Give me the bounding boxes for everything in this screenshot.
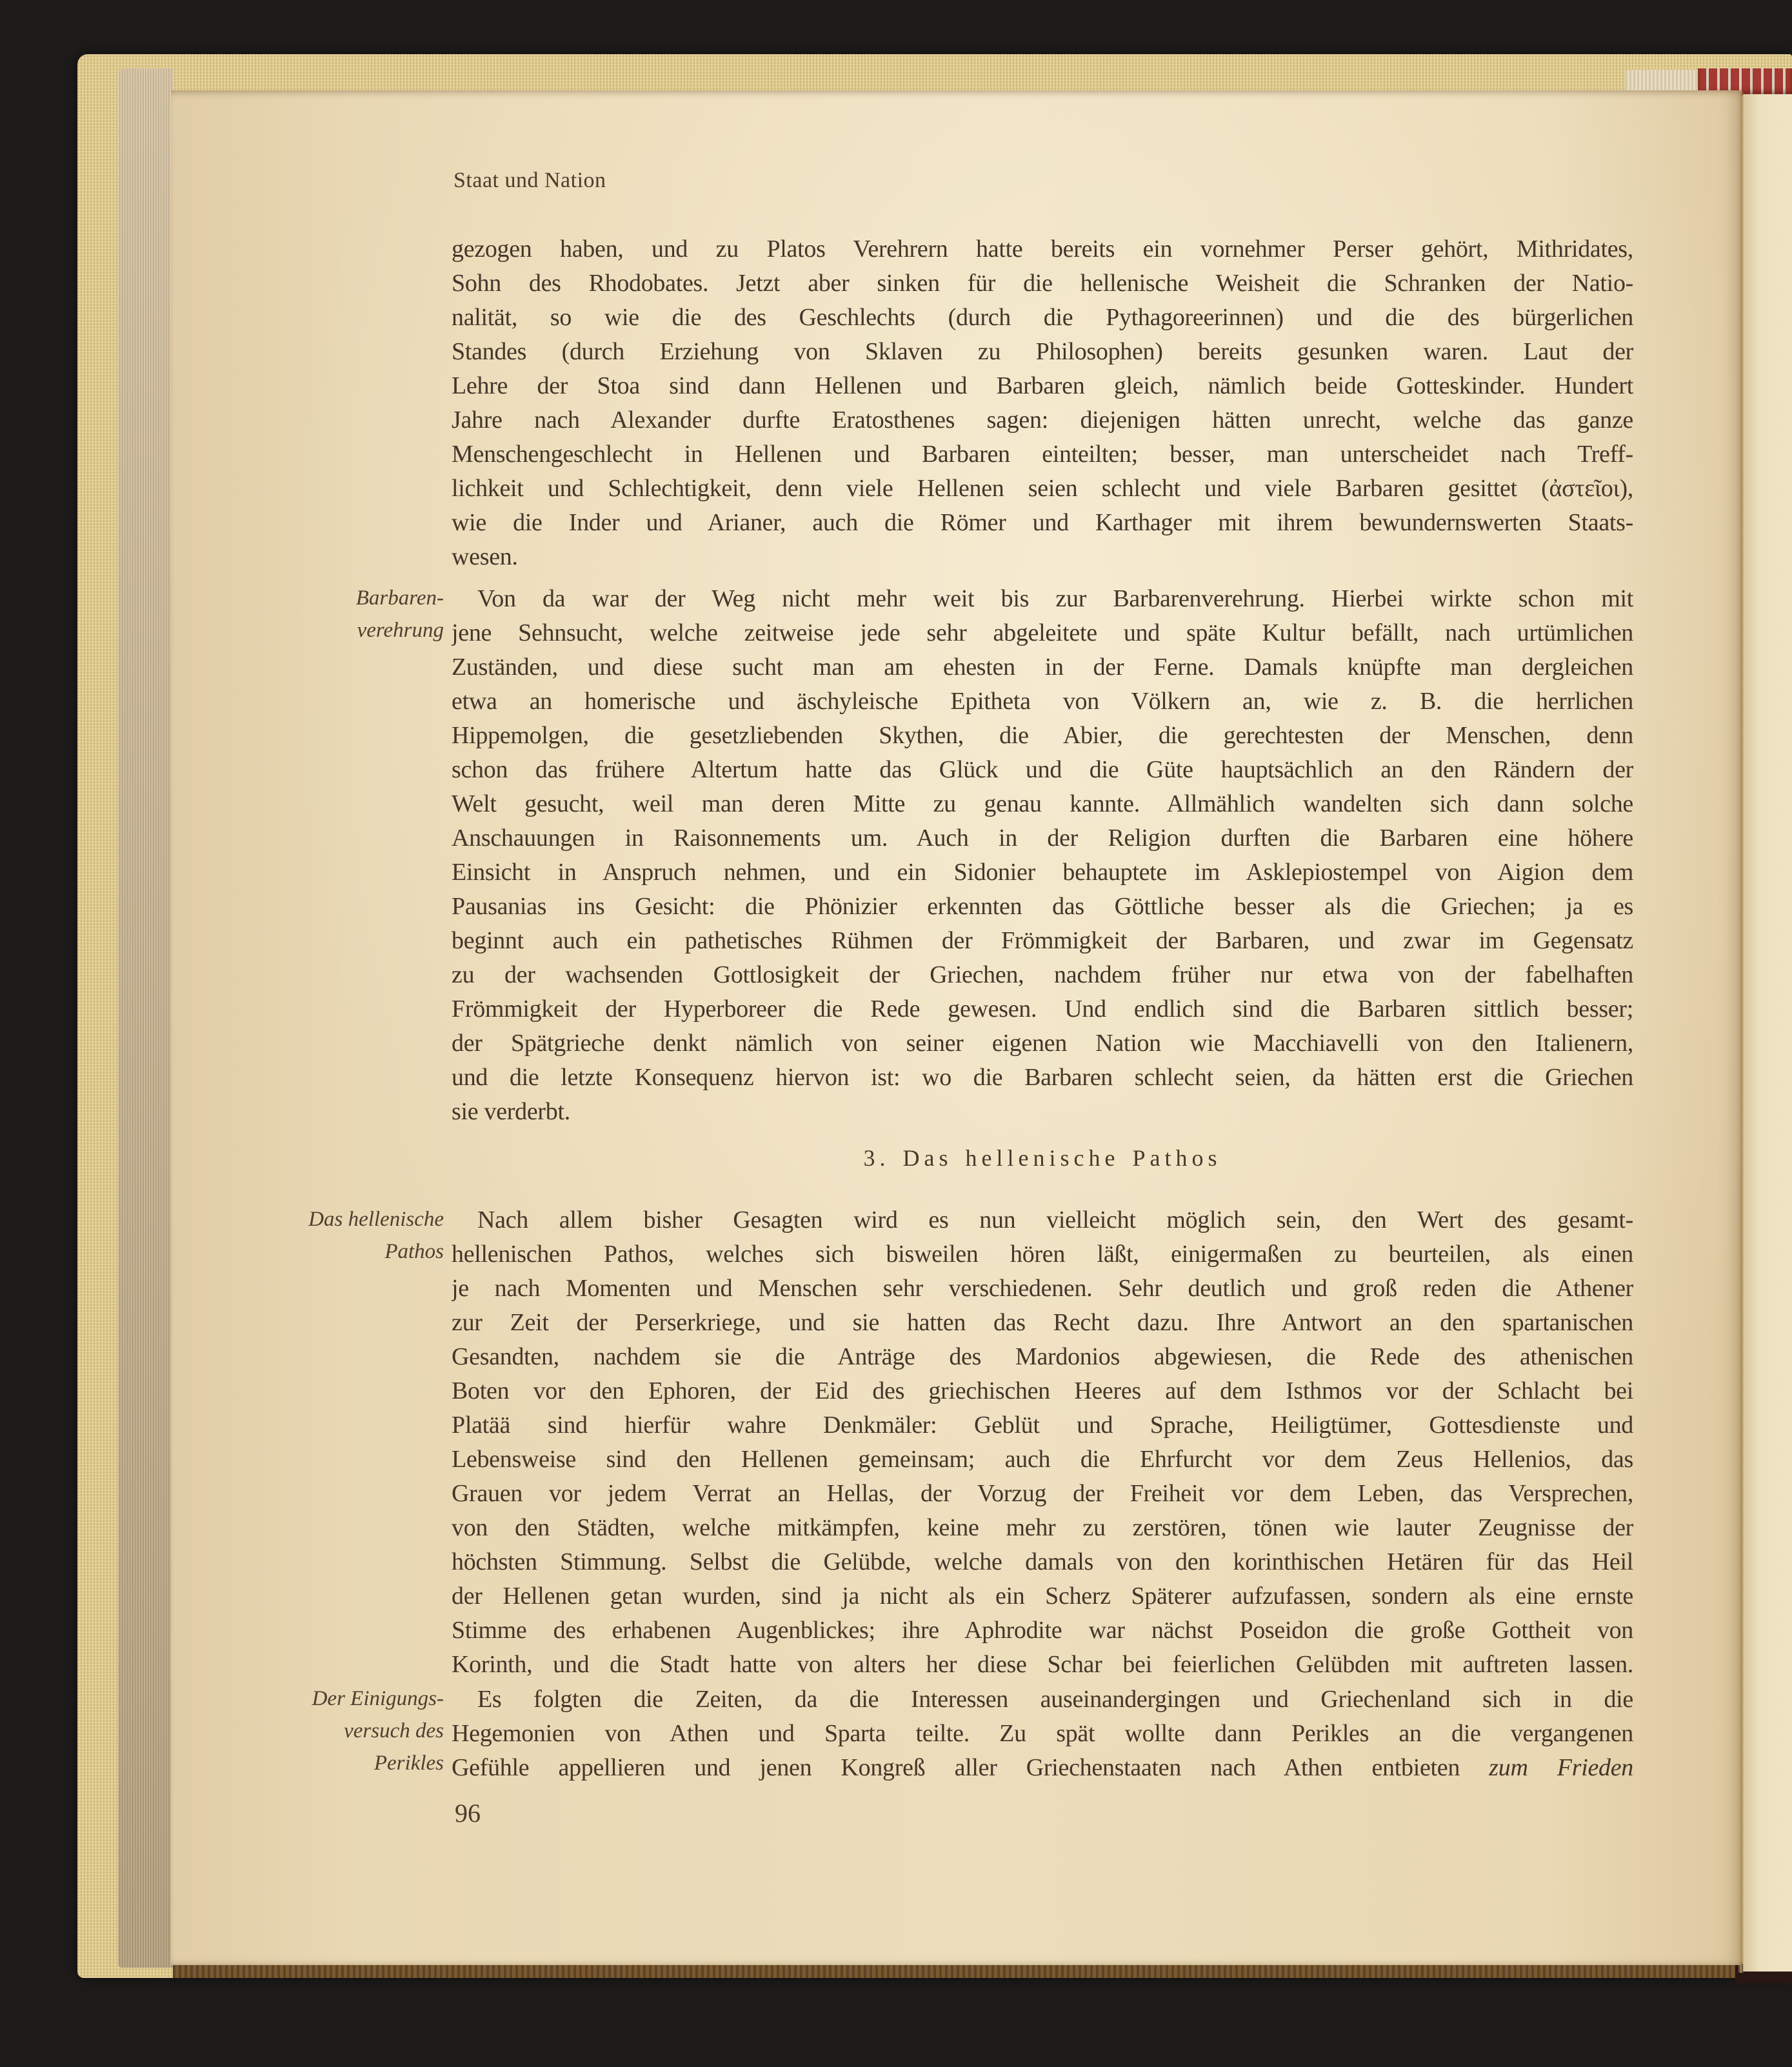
page-number: 96	[455, 1799, 481, 1828]
text-line: beginnt auch ein pathetisches Rühmen der Frömmigkeit der Barbaren, und zwar im Gegensatz	[452, 927, 1633, 954]
text-line: Hegemonien von Athen und Sparta teilte. Zu spät wollte dann Perikles an die vergangenen	[452, 1720, 1633, 1747]
text-line: hellenischen Pathos, welches sich bisweilen hören läßt, einigermaßen zu beurteilen, als einen	[452, 1241, 1633, 1268]
text-line: wie die Inder und Arianer, auch die Römer und Karthager mit ihrem bewundernswerten Staats-	[452, 509, 1633, 536]
text-line: höchsten Stimmung. Selbst die Gelübde, welche damals von den korinthischen Hetären für das Heil	[452, 1548, 1633, 1575]
text-line: Lebensweise sind den Hellenen gemeinsam; auch die Ehrfurcht vor dem Zeus Hellenios, das	[452, 1446, 1633, 1473]
text-line: jene Sehnsucht, welche zeitweise jede sehr abgeleitete und späte Kultur befällt, nach urtümlichen	[452, 619, 1633, 646]
text-line: versuch des	[344, 1719, 444, 1742]
text-line: Standes (durch Erziehung von Sklaven zu Philosophen) bereits gesunken waren. Laut der	[452, 338, 1633, 365]
text-line: Hippemolgen, die gesetzliebenden Skythen, die Abier, die gerechtesten der Menschen, denn	[452, 722, 1633, 749]
text-line: Das hellenische	[308, 1208, 444, 1231]
body-paragraph	[452, 1683, 1633, 1785]
text-line: Gefühle appellieren und jenen Kongreß aller Griechenstaaten nach Athen entbieten zum Frieden	[452, 1754, 1633, 1781]
text-line: der Hellenen getan wurden, sind ja nicht als ein Scherz Späterer aufzufassen, sondern als eine ernste	[452, 1583, 1633, 1610]
text-line: schon das frühere Altertum hatte das Glück und die Güte hauptsächlich an den Rändern der	[452, 756, 1633, 783]
text-line: Perikles	[373, 1752, 444, 1775]
text-line: verehrung	[357, 619, 444, 642]
page-stack-fore-edge	[118, 68, 173, 1968]
text-line: der Spätgrieche denkt nämlich von seiner eigenen Nation wie Macchiavelli von den Italienern,	[452, 1030, 1633, 1057]
text-line: Der Einigungs-	[312, 1687, 444, 1710]
text-line: Gesandten, nachdem sie die Anträge des Mardonios abgewiesen, die Rede des athenischen	[452, 1343, 1633, 1370]
text-line: Lehre der Stoa sind dann Hellenen und Barbaren gleich, nämlich beide Gotteskinder. Hundert	[452, 372, 1633, 399]
text-line: sie verderbt.	[452, 1098, 570, 1125]
text-line: Grauen vor jedem Verrat an Hellas, der Vorzug der Freiheit vor dem Leben, das Versprechen,	[452, 1480, 1633, 1507]
text-line: Stimme des erhabenen Augenblickes; ihre Aphrodite war nächst Poseidon die große Gottheit von	[452, 1617, 1633, 1644]
text-line: Jahre nach Alexander durfte Eratosthenes sagen: diejenigen hätten unrecht, welche das ganze	[452, 406, 1633, 434]
section-heading: 3. Das hellenische Pathos	[863, 1145, 1222, 1171]
book-page	[171, 90, 1740, 1965]
text-line: Welt gesucht, weil man deren Mitte zu genau kannte. Allmählich wandelten sich dann solche	[452, 790, 1633, 817]
body-paragraph	[452, 232, 1633, 574]
margin-note-einigungsversuch-perikles	[261, 1683, 444, 1779]
text-line: Nach allem bisher Gesagten wird es nun vielleicht möglich sein, den Wert des gesamt-	[477, 1206, 1633, 1233]
text-line: etwa an homerische und äschyleische Epitheta von Völkern an, wie z. B. die herrlichen	[452, 688, 1633, 715]
text-line: Frömmigkeit der Hyperboreer die Rede gewesen. Und endlich sind die Barbaren sittlich besser;	[452, 995, 1633, 1023]
text-line: Es folgten die Zeiten, da die Interessen auseinandergingen und Griechenland sich in die	[477, 1686, 1633, 1713]
text-line: lichkeit und Schlechtigkeit, denn viele Hellenen seien schlecht und viele Barbaren gesittet (ἀστεῖοι),	[452, 475, 1633, 502]
text-line: zur Zeit der Perserkriege, und sie hatten das Recht dazu. Ihre Antwort an den spartanischen	[452, 1309, 1633, 1336]
text-line: Menschengeschlecht in Hellenen und Barbaren einteilten; besser, man unterscheidet nach Treff-	[452, 441, 1633, 468]
text-line: zu der wachsenden Gottlosigkeit der Griechen, nachdem früher nur etwa von der fabelhaften	[452, 961, 1633, 988]
text-line: Pathos	[384, 1240, 444, 1263]
margin-note-barbarenverehrung	[261, 582, 444, 646]
text-line: und die letzte Konsequenz hiervon ist: wo die Barbaren schlecht seien, da hätten erst die Griechen	[452, 1064, 1633, 1091]
text-line: Einsicht in Anspruch nehmen, und ein Sidonier behauptete im Asklepiostempel von Aigion dem	[452, 859, 1633, 886]
text-line: von den Städten, welche mitkämpfen, keine mehr zu zerstören, tönen wie lauter Zeugnisse der	[452, 1514, 1633, 1541]
next-page-edge	[1743, 94, 1792, 1972]
text-line: Korinth, und die Stadt hatte von alters her diese Schar bei feierlichen Gelübden mit auftreten lassen.	[452, 1651, 1633, 1678]
text-line: wesen.	[452, 543, 518, 570]
body-paragraph	[452, 1203, 1633, 1682]
text-line: nalität, so wie die des Geschlechts (durch die Pythagoreerinnen) und die des bürgerlichen	[452, 304, 1633, 331]
text-line: je nach Momenten und Menschen sehr verschiedenen. Sehr deutlich und groß reden die Athener	[452, 1275, 1633, 1302]
text-line: Boten vor den Ephoren, der Eid des griechischen Heeres auf dem Isthmos vor der Schlacht bei	[452, 1377, 1633, 1404]
body-paragraph	[452, 582, 1633, 1129]
text-line: Barbaren-	[355, 586, 444, 610]
text-line: Anschauungen in Raisonnements um. Auch in der Religion durften die Barbaren eine höhere	[452, 824, 1633, 852]
text-line: Zuständen, und diese sucht man am ehesten in der Ferne. Damals knüpfte man dergleichen	[452, 654, 1633, 681]
running-head: Staat und Nation	[453, 168, 606, 192]
margin-note-das-hellenische-pathos	[261, 1203, 444, 1268]
text-line: Von da war der Weg nicht mehr weit bis zur Barbarenverehrung. Hierbei wirkte schon mit	[477, 585, 1633, 612]
text-line: Platää sind hierfür wahre Denkmäler: Geblüt und Sprache, Heiligtümer, Gottesdienste und	[452, 1412, 1633, 1439]
text-line: Sohn des Rhodobates. Jetzt aber sinken für die hellenische Weisheit die Schranken der Natio-	[452, 270, 1633, 297]
text-line: gezogen haben, und zu Platos Verehrern hatte bereits ein vornehmer Perser gehört, Mithridates,	[452, 235, 1633, 263]
text-line: Pausanias ins Gesicht: die Phönizier erkennten das Göttliche besser als die Griechen; ja es	[452, 893, 1633, 920]
